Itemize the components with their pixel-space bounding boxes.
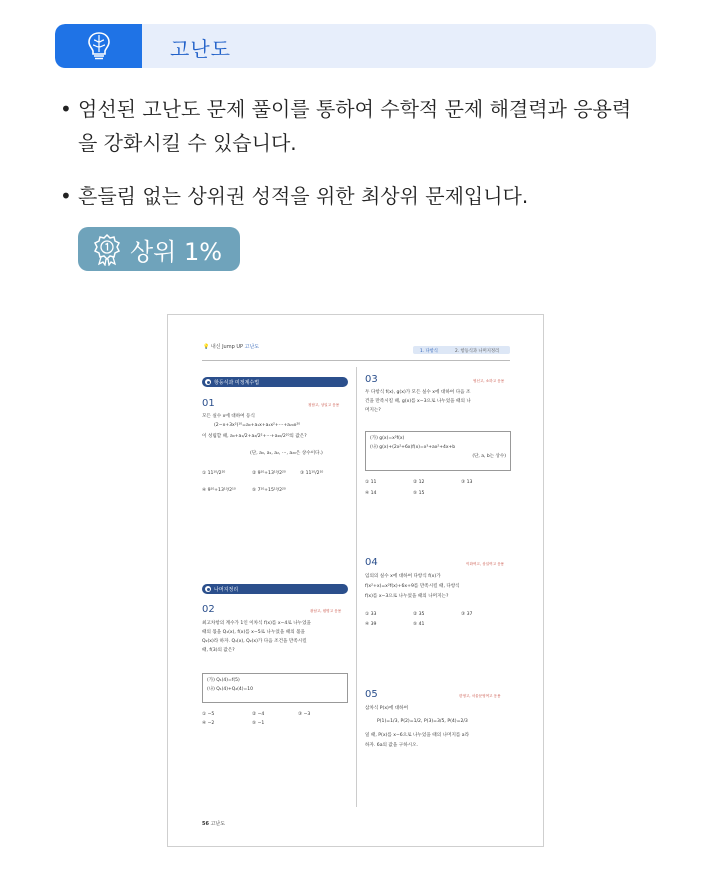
question-text: (단, a₀, a₁, a₂, ⋯, a₂₀은 상수이다.) <box>250 451 323 456</box>
question-source: 영신고, 소하고 응용 <box>473 379 505 383</box>
page-footer-label: 고난도 <box>210 821 226 827</box>
question-text: 때의 몫을 Q₁(x), f(x)를 x−5로 나누었을 때의 몫을 <box>202 630 305 635</box>
question-text: 임의의 실수 x에 대하여 다항식 f(x)가 <box>365 574 441 579</box>
question-text: 이 성립할 때, a₀+a₁/2+a₂/2²+⋯+a₂₀/2²⁰의 값은? <box>202 434 307 439</box>
bullet-line: 흔들림 없는 상위권 성적을 위한 최상위 문제입니다. <box>78 184 529 208</box>
answer-choice: ④ −2 <box>202 721 215 726</box>
answer-choice: ⑤ 15 <box>413 491 425 496</box>
answer-choice: ④ 14 <box>365 491 377 496</box>
question-text: P(1)=1/3, P(2)=1/2, P(3)=3/5, P(4)=2/3 <box>377 719 468 724</box>
question-text: 삼차식 P(x)에 대하여 <box>365 706 409 711</box>
question-text: 일 때, P(x)를 x−6으로 나누었을 때의 나머지를 a라 <box>365 733 470 738</box>
question-text: f(x²+x)=x²f(x)+6x+9를 만족시킬 때, 다항식 <box>365 584 460 589</box>
answer-choice: ④ 39 <box>365 622 377 627</box>
question-number: 03 <box>365 374 378 385</box>
answer-choice: ⑤ −1 <box>252 721 265 726</box>
question-text: 하자. 6a의 값을 구하시오. <box>365 743 418 748</box>
answer-choice: ② −4 <box>252 712 265 717</box>
answer-choice: ② 12 <box>413 480 425 485</box>
bullet-dot: • <box>60 184 72 208</box>
column-divider <box>356 367 357 807</box>
condition-line: (단, a, b는 상수) <box>472 454 506 459</box>
answer-choice: ③ −3 <box>298 712 311 717</box>
condition-line: (나) g(x)+(2x²+6x)f(x)=x³+ax²+4x+b <box>370 445 456 450</box>
question-text: f(x)를 x−3으로 나누었을 때의 나머지는? <box>365 594 449 599</box>
condition-line: (나) Q₁(4)+Q₂(4)=10 <box>207 687 253 692</box>
bullet-dot: • <box>60 97 72 121</box>
header-icon-box <box>55 24 142 68</box>
section-heading <box>202 584 348 594</box>
page-header-accent: 고난도 <box>244 344 260 350</box>
question-source: 청담고, 상일고 응용 <box>308 403 340 407</box>
book-page-preview <box>167 314 544 847</box>
bullet-item-2 <box>60 179 528 213</box>
page-header-series: 내신 Jump UP <box>210 344 244 350</box>
answer-choice: ⑤ 7¹⁰+15¹⁰/2²⁰ <box>252 488 286 493</box>
level-badge <box>78 227 240 271</box>
question-text: 머지는? <box>365 408 381 413</box>
condition-box <box>202 673 348 703</box>
condition-line: (가) Q₁(4)=f(5) <box>207 678 240 683</box>
answer-choice: ③ 37 <box>461 612 473 617</box>
page-footer <box>202 820 225 827</box>
section-bullet-icon <box>205 379 211 385</box>
question-text: 두 다항식 f(x), g(x)가 모든 실수 x에 대하여 다음 조 <box>365 390 471 395</box>
question-text: Q₂(x)라 하자. Q₁(x), Q₂(x)가 다음 조건을 만족시킬 <box>202 639 307 644</box>
answer-choice: ⑤ 41 <box>413 622 425 627</box>
section-heading-label: 항등식과 미정계수법 <box>214 379 260 386</box>
question-number: 05 <box>365 689 378 700</box>
page-tab: 2. 항등식과 나머지정리 <box>455 349 500 354</box>
brain-lightbulb-icon <box>85 30 113 62</box>
page-header-icon: 💡 <box>203 344 210 350</box>
bullet-item-1 <box>60 92 631 160</box>
question-number: 02 <box>202 604 215 615</box>
page-number: 56 <box>202 821 209 827</box>
page-tab: 1. 다항식 <box>420 349 438 354</box>
question-text: 때, f(3)의 값은? <box>202 648 235 653</box>
section-heading-label: 나머지정리 <box>214 586 239 593</box>
section-heading <box>202 377 348 387</box>
answer-choice: ③ 11¹⁰/2¹⁰ <box>300 471 324 476</box>
answer-choice: ② 9¹⁰+13¹⁰/2²⁰ <box>252 471 286 476</box>
question-source: 한영고, 서울문영여고 응용 <box>459 694 501 698</box>
section-header-bar <box>55 24 656 68</box>
question-text: (2−x+3x²)¹⁰=a₀+a₁x+a₂x²+⋯+a₂₀x²⁰ <box>214 423 301 428</box>
badge-label: 상위 1% <box>130 237 223 266</box>
question-text: 최고차항의 계수가 1인 이차식 f(x)를 x−4로 나누었을 <box>202 621 311 626</box>
answer-choice: ① −5 <box>202 712 215 717</box>
question-number: 01 <box>202 398 215 409</box>
section-bullet-icon <box>205 586 211 592</box>
answer-choice: ② 35 <box>413 612 425 617</box>
question-text: 모든 실수 x에 대하여 등식 <box>202 414 255 419</box>
answer-choice: ① 11¹⁰/2²⁰ <box>202 471 226 476</box>
medal-icon <box>90 232 124 266</box>
condition-line: (가) g(x)=x²f(x) <box>370 436 405 441</box>
answer-choice: ① 11 <box>365 480 377 485</box>
answer-choice: ① 33 <box>365 612 377 617</box>
condition-box <box>365 431 511 471</box>
bullet-line: 엄선된 고난도 문제 풀이를 통하여 수학적 문제 해결력과 응용력 <box>78 97 632 121</box>
question-source: 광남고, 원명고 응용 <box>310 609 342 613</box>
header-title: 고난도 <box>170 37 231 61</box>
page-header-divider <box>202 360 510 361</box>
answer-choice: ③ 13 <box>461 480 473 485</box>
question-text: 건을 만족시킬 때, g(x)를 x−3으로 나누었을 때의 나 <box>365 399 471 404</box>
question-source: 이화여고, 상일여고 응용 <box>466 562 505 566</box>
page-header <box>203 343 259 350</box>
bullet-line: 을 강화시킬 수 있습니다. <box>78 131 297 155</box>
question-number: 04 <box>365 557 378 568</box>
answer-choice: ④ 9¹⁰+13¹⁰/2¹⁰ <box>202 488 236 493</box>
